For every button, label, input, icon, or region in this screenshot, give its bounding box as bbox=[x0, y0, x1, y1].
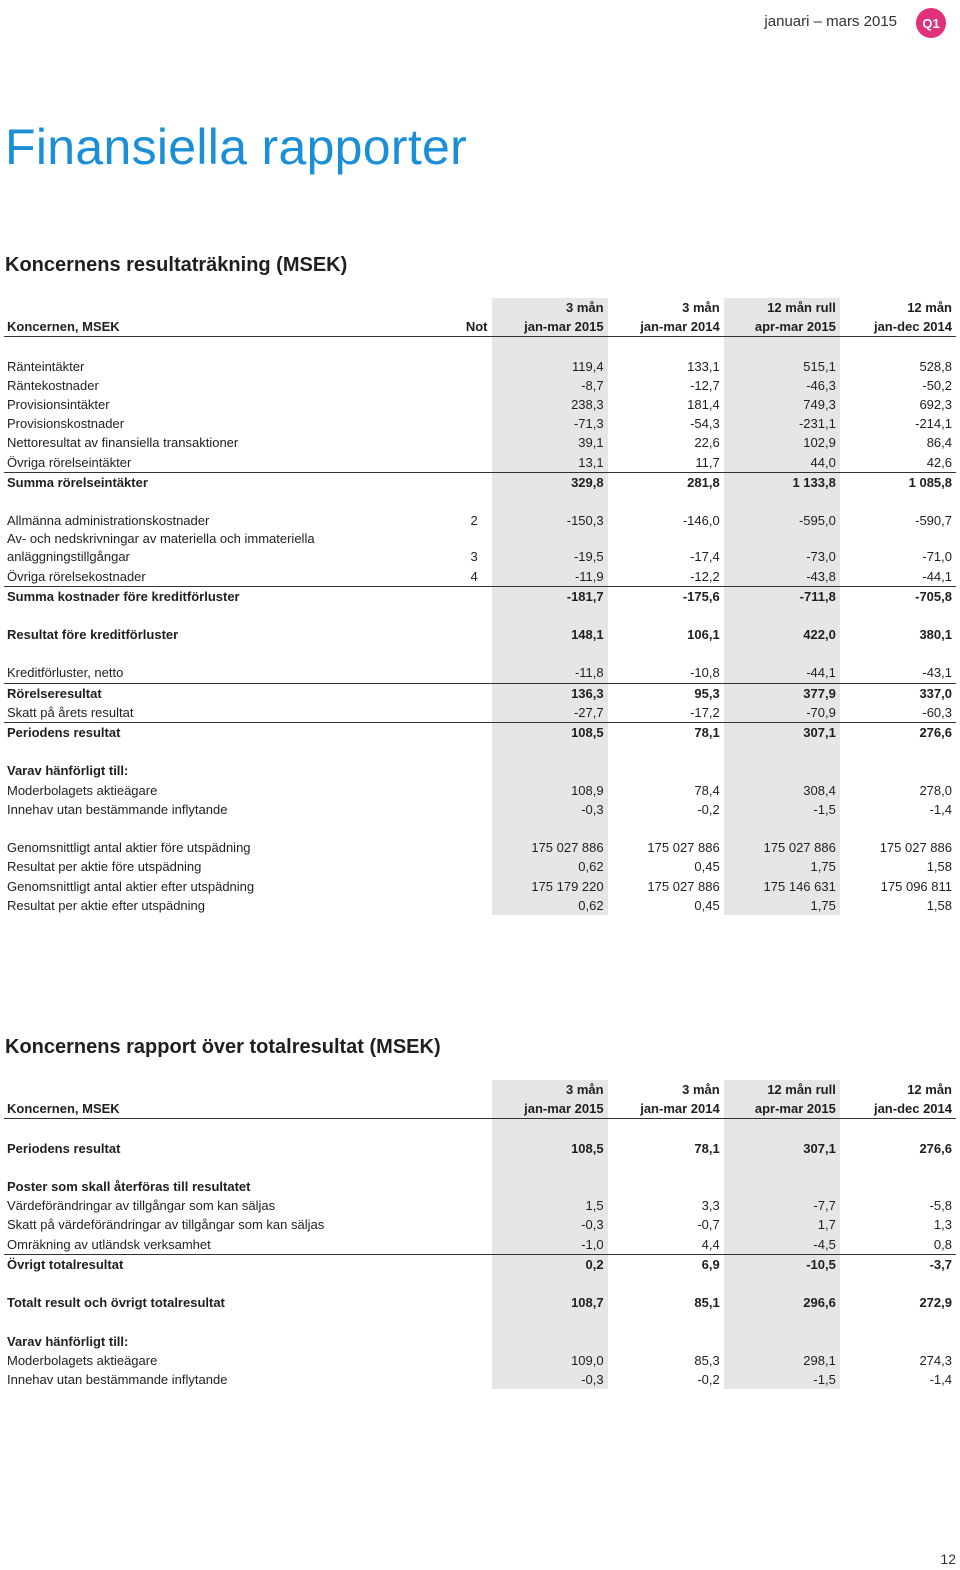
row-label: Räntekostnader bbox=[7, 377, 99, 393]
value-cell: 136,3 bbox=[492, 683, 608, 703]
table-row bbox=[4, 703, 956, 723]
value-cell: 377,9 bbox=[724, 683, 840, 703]
value-cell bbox=[608, 530, 724, 547]
value-cell: 11,7 bbox=[695, 454, 720, 470]
value-cell bbox=[724, 1331, 840, 1350]
value-cell: -0,3 bbox=[492, 1215, 608, 1234]
value-cell: 749,3 bbox=[724, 395, 840, 414]
row-label: Omräkning av utländsk verksamhet bbox=[7, 1236, 211, 1252]
value-cell: -3,7 bbox=[840, 1254, 956, 1274]
income-statement-table bbox=[4, 298, 956, 915]
value-cell: -1,4 bbox=[929, 801, 952, 817]
row-label: Övriga rörelsekostnader bbox=[7, 568, 146, 584]
row-label: Övriga rörelseintäkter bbox=[7, 454, 132, 470]
value-cell bbox=[492, 1177, 608, 1196]
value-cell bbox=[608, 1331, 724, 1350]
value-cell: 13,1 bbox=[492, 453, 608, 473]
note-cell bbox=[444, 722, 491, 742]
value-cell: -44,1 bbox=[922, 568, 952, 584]
value-cell: -150,3 bbox=[492, 511, 608, 530]
value-cell bbox=[840, 761, 956, 780]
note-cell bbox=[444, 800, 491, 819]
row-label: Genomsnittligt antal aktier efter utspädning bbox=[7, 878, 255, 894]
value-cell: 39,1 bbox=[492, 433, 608, 452]
value-cell: 1 085,8 bbox=[840, 472, 956, 492]
header-cell: 12 mån bbox=[907, 1082, 952, 1098]
value-cell: 274,3 bbox=[919, 1352, 952, 1368]
row-label: Innehav utan bestämmande inflytande bbox=[7, 1371, 228, 1387]
value-cell: 108,9 bbox=[492, 781, 608, 800]
value-cell: 278,0 bbox=[919, 782, 952, 798]
table-row bbox=[4, 414, 956, 433]
value-cell: 78,1 bbox=[694, 1140, 720, 1156]
value-cell: 95,3 bbox=[608, 683, 724, 703]
value-cell: -7,7 bbox=[724, 1196, 840, 1215]
summary-row bbox=[4, 625, 956, 644]
value-cell bbox=[492, 530, 608, 547]
header-cell: 3 mån bbox=[492, 1080, 608, 1099]
value-cell: -175,6 bbox=[608, 586, 724, 606]
value-cell: 0,8 bbox=[933, 1236, 952, 1252]
value-cell: -146,0 bbox=[682, 513, 720, 529]
value-cell: -43,8 bbox=[724, 566, 840, 586]
header-cell: 3 mån bbox=[492, 298, 608, 317]
value-cell: -17,4 bbox=[690, 549, 720, 565]
row-label: Ränteintäkter bbox=[7, 358, 85, 374]
note-cell bbox=[444, 472, 491, 492]
note-cell: 2 bbox=[470, 513, 478, 529]
value-cell: 175 096 811 bbox=[880, 878, 952, 894]
value-cell: 148,1 bbox=[492, 625, 608, 644]
header-cell: jan-mar 2015 bbox=[492, 317, 608, 337]
value-cell: 44,0 bbox=[724, 453, 840, 473]
row-label: Totalt result och övrigt totalresultat bbox=[7, 1295, 225, 1311]
row-label: Kreditförluster, netto bbox=[7, 665, 124, 681]
row-label: Övrigt totalresultat bbox=[4, 1254, 492, 1274]
table-row bbox=[4, 530, 956, 547]
comprehensive-income-table bbox=[4, 1080, 956, 1389]
row-label: Resultat per aktie efter utspädning bbox=[7, 897, 206, 913]
header-cell: apr-mar 2015 bbox=[724, 1099, 840, 1119]
row-label: Genomsnittligt antal aktier före utspädning bbox=[7, 840, 251, 856]
header-cell: jan-mar 2014 bbox=[608, 317, 724, 337]
row-label: Varav hänförligt till: bbox=[7, 763, 129, 779]
table-row bbox=[4, 896, 956, 915]
table-row bbox=[4, 395, 956, 414]
value-cell: -50,2 bbox=[922, 377, 952, 393]
header-cell: jan-dec 2014 bbox=[840, 1099, 956, 1119]
note-cell bbox=[444, 838, 491, 857]
value-cell: -73,0 bbox=[724, 547, 840, 566]
table-row bbox=[4, 876, 956, 895]
row-label: Summa rörelseintäkter bbox=[4, 472, 444, 492]
value-cell: 78,4 bbox=[694, 782, 720, 798]
table-row bbox=[4, 838, 956, 857]
value-cell: 380,1 bbox=[919, 627, 952, 643]
note-cell bbox=[444, 683, 491, 703]
value-cell: 528,8 bbox=[919, 358, 952, 374]
table-row bbox=[4, 357, 956, 376]
value-cell: 108,5 bbox=[492, 1139, 608, 1158]
table-row bbox=[4, 566, 956, 586]
table-header-row bbox=[4, 1080, 956, 1099]
row-label: Periodens resultat bbox=[7, 1140, 121, 1156]
value-cell: -43,1 bbox=[922, 665, 952, 681]
table-row bbox=[4, 511, 956, 530]
header-cell: Koncernen, MSEK bbox=[4, 317, 444, 337]
value-cell: 0,45 bbox=[694, 859, 720, 875]
value-cell: 1 133,8 bbox=[724, 472, 840, 492]
value-cell: 108,7 bbox=[492, 1293, 608, 1312]
value-cell: 6,9 bbox=[608, 1254, 724, 1274]
value-cell: 1,58 bbox=[926, 859, 952, 875]
note-cell bbox=[444, 414, 491, 433]
value-cell: 175 027 886 bbox=[879, 840, 952, 856]
value-cell bbox=[608, 761, 724, 780]
table-row bbox=[4, 857, 956, 876]
value-cell bbox=[724, 530, 840, 547]
note-cell bbox=[444, 781, 491, 800]
value-cell: 515,1 bbox=[724, 357, 840, 376]
value-cell: 102,9 bbox=[724, 433, 840, 452]
value-cell: -214,1 bbox=[915, 416, 952, 432]
value-cell bbox=[724, 761, 840, 780]
note-cell bbox=[444, 663, 491, 683]
value-cell: 78,1 bbox=[608, 722, 724, 742]
note-cell bbox=[444, 703, 491, 723]
value-cell: -181,7 bbox=[492, 586, 608, 606]
row-label: Summa kostnader före kreditförluster bbox=[4, 586, 444, 606]
value-cell: 109,0 bbox=[492, 1351, 608, 1370]
value-cell: 175 027 886 bbox=[647, 840, 720, 856]
value-cell: -0,2 bbox=[697, 801, 720, 817]
value-cell bbox=[608, 1177, 724, 1196]
value-cell: 692,3 bbox=[919, 397, 952, 413]
value-cell: -19,5 bbox=[492, 547, 608, 566]
row-label: Periodens resultat bbox=[4, 722, 444, 742]
value-cell: -71,0 bbox=[922, 549, 952, 565]
value-cell: 42,6 bbox=[926, 454, 952, 470]
value-cell: 175 146 631 bbox=[724, 876, 840, 895]
value-cell bbox=[840, 1331, 956, 1350]
summary-row bbox=[4, 1293, 956, 1312]
row-label: Moderbolagets aktieägare bbox=[7, 1352, 158, 1368]
value-cell bbox=[724, 1177, 840, 1196]
value-cell: 1,75 bbox=[724, 896, 840, 915]
row-label: Allmänna administrationskostnader bbox=[7, 513, 210, 529]
note-cell bbox=[444, 876, 491, 895]
value-cell: 119,4 bbox=[492, 357, 608, 376]
note-cell bbox=[444, 433, 491, 452]
value-cell: 133,1 bbox=[687, 358, 720, 374]
note-cell bbox=[444, 857, 491, 876]
value-cell: 307,1 bbox=[724, 1139, 840, 1158]
value-cell: -0,3 bbox=[492, 1370, 608, 1389]
value-cell: 22,6 bbox=[694, 435, 720, 451]
table-row bbox=[4, 800, 956, 819]
row-label: anläggningstillgångar bbox=[7, 549, 130, 565]
subheading-row bbox=[4, 1331, 956, 1350]
table-header-row bbox=[4, 317, 956, 337]
subheading-row bbox=[4, 761, 956, 780]
row-label: Skatt på årets resultat bbox=[7, 704, 134, 720]
value-cell: -12,2 bbox=[690, 568, 720, 584]
value-cell: 175 027 886 bbox=[724, 838, 840, 857]
value-cell: 0,62 bbox=[492, 857, 608, 876]
page-title: Finansiella rapporter bbox=[5, 119, 468, 175]
header-cell: apr-mar 2015 bbox=[724, 317, 840, 337]
note-cell bbox=[444, 761, 491, 780]
value-cell: 175 179 220 bbox=[492, 876, 608, 895]
value-cell: -1,0 bbox=[492, 1235, 608, 1255]
value-cell: 85,1 bbox=[694, 1295, 720, 1311]
quarter-badge: Q1 bbox=[916, 8, 946, 38]
value-cell: -1,5 bbox=[724, 1370, 840, 1389]
value-cell bbox=[840, 530, 956, 547]
header-cell bbox=[4, 298, 444, 317]
value-cell: -595,0 bbox=[724, 511, 840, 530]
summary-row bbox=[4, 1254, 956, 1274]
row-label: Poster som skall återföras till resultatet bbox=[7, 1179, 251, 1195]
value-cell: -8,7 bbox=[492, 376, 608, 395]
value-cell: 337,0 bbox=[840, 683, 956, 703]
value-cell: 308,4 bbox=[724, 781, 840, 800]
header-cell: 12 mån rull bbox=[724, 298, 840, 317]
value-cell: -44,1 bbox=[724, 663, 840, 683]
value-cell: -0,2 bbox=[697, 1371, 720, 1387]
value-cell: 296,6 bbox=[724, 1293, 840, 1312]
value-cell: 1,7 bbox=[724, 1215, 840, 1234]
note-cell: 3 bbox=[470, 549, 478, 565]
value-cell: 0,62 bbox=[492, 896, 608, 915]
summary-row bbox=[4, 722, 956, 742]
value-cell: 1,5 bbox=[492, 1196, 608, 1215]
header-cell: 12 mån rull bbox=[724, 1080, 840, 1099]
summary-row bbox=[4, 683, 956, 703]
value-cell: -711,8 bbox=[724, 586, 840, 606]
value-cell: -46,3 bbox=[724, 376, 840, 395]
value-cell: 298,1 bbox=[724, 1351, 840, 1370]
value-cell: -10,8 bbox=[690, 665, 720, 681]
row-label: Nettoresultat av finansiella transaktioner bbox=[7, 435, 239, 451]
value-cell: 0,45 bbox=[694, 897, 720, 913]
value-cell: -60,3 bbox=[922, 704, 952, 720]
row-label: Resultat per aktie före utspädning bbox=[7, 859, 202, 875]
value-cell: -0,3 bbox=[492, 800, 608, 819]
value-cell: -4,5 bbox=[724, 1235, 840, 1255]
value-cell: 1,3 bbox=[933, 1217, 952, 1233]
header-cell: jan-dec 2014 bbox=[840, 317, 956, 337]
value-cell: 181,4 bbox=[687, 397, 720, 413]
value-cell: -11,9 bbox=[492, 566, 608, 586]
header-cell: Not bbox=[444, 317, 491, 337]
table-row bbox=[4, 1370, 956, 1389]
value-cell: 86,4 bbox=[926, 435, 952, 451]
note-cell: 4 bbox=[470, 568, 478, 584]
value-cell: 422,0 bbox=[724, 625, 840, 644]
subheading-row bbox=[4, 1177, 956, 1196]
table-row bbox=[4, 663, 956, 683]
header-cell bbox=[444, 298, 491, 317]
table-row bbox=[4, 1351, 956, 1370]
table-row bbox=[4, 433, 956, 452]
value-cell: 1,58 bbox=[926, 897, 952, 913]
note-cell bbox=[444, 896, 491, 915]
header-cell: jan-mar 2015 bbox=[492, 1099, 608, 1119]
table-row bbox=[4, 547, 956, 566]
value-cell: 281,8 bbox=[608, 472, 724, 492]
value-cell: -54,3 bbox=[690, 416, 720, 432]
table-row bbox=[4, 781, 956, 800]
value-cell: 307,1 bbox=[724, 722, 840, 742]
row-label: Moderbolagets aktieägare bbox=[7, 782, 158, 798]
table-row bbox=[4, 376, 956, 395]
value-cell bbox=[840, 1177, 956, 1196]
header-cell: Koncernen, MSEK bbox=[4, 1099, 492, 1119]
value-cell: 3,3 bbox=[701, 1198, 720, 1214]
value-cell: 175 027 886 bbox=[647, 878, 720, 894]
value-cell: -27,7 bbox=[492, 703, 608, 723]
table-row bbox=[4, 1235, 956, 1255]
value-cell: 276,6 bbox=[840, 722, 956, 742]
value-cell: 238,3 bbox=[492, 395, 608, 414]
table-header-row bbox=[4, 1099, 956, 1119]
row-label: Värdeförändringar av tillgångar som kan säljas bbox=[7, 1198, 276, 1214]
value-cell: 1,75 bbox=[724, 857, 840, 876]
value-cell: -590,7 bbox=[915, 513, 952, 529]
value-cell: 85,3 bbox=[694, 1352, 720, 1368]
note-cell bbox=[444, 586, 491, 606]
value-cell: -70,9 bbox=[724, 703, 840, 723]
value-cell: 175 027 886 bbox=[492, 838, 608, 857]
note-cell bbox=[444, 625, 491, 644]
row-label: Resultat före kreditförluster bbox=[7, 627, 179, 643]
note-cell bbox=[444, 530, 491, 547]
header-cell: 12 mån bbox=[907, 300, 952, 316]
value-cell: 329,8 bbox=[492, 472, 608, 492]
row-label: Skatt på värdeförändringar av tillgångar som kan säljas bbox=[7, 1217, 325, 1233]
value-cell: -1,5 bbox=[724, 800, 840, 819]
income-statement-title: Koncernens resultaträkning (MSEK) bbox=[5, 254, 348, 276]
note-cell bbox=[444, 357, 491, 376]
header-cell bbox=[4, 1080, 492, 1099]
value-cell: -5,8 bbox=[929, 1198, 952, 1214]
page-number: 12 bbox=[940, 1551, 956, 1567]
value-cell: -12,7 bbox=[690, 377, 720, 393]
header-cell: 3 mån bbox=[682, 300, 720, 316]
note-cell bbox=[444, 453, 491, 473]
header-cell: jan-mar 2014 bbox=[608, 1099, 724, 1119]
value-cell: 108,5 bbox=[492, 722, 608, 742]
note-cell bbox=[444, 395, 491, 414]
value-cell: -11,8 bbox=[492, 663, 608, 683]
table-row bbox=[4, 453, 956, 473]
row-label: Av- och nedskrivningar av materiella och immateriella bbox=[7, 531, 315, 547]
table-row bbox=[4, 1215, 956, 1234]
value-cell: 0,2 bbox=[492, 1254, 608, 1274]
value-cell: 106,1 bbox=[687, 627, 720, 643]
row-label: Provisionskostnader bbox=[7, 416, 125, 432]
value-cell: 4,4 bbox=[701, 1236, 720, 1252]
value-cell: -0,7 bbox=[697, 1217, 720, 1233]
value-cell: -71,3 bbox=[492, 414, 608, 433]
value-cell bbox=[492, 1331, 608, 1350]
table-row bbox=[4, 1196, 956, 1215]
value-cell bbox=[492, 761, 608, 780]
comprehensive-income-title: Koncernens rapport över totalresultat (MSEK) bbox=[5, 1036, 441, 1058]
header-cell: 3 mån bbox=[682, 1082, 720, 1098]
value-cell: 276,6 bbox=[919, 1140, 952, 1156]
report-period: januari – mars 2015 bbox=[764, 13, 897, 30]
row-label: Innehav utan bestämmande inflytande bbox=[7, 801, 228, 817]
row-label: Varav hänförligt till: bbox=[7, 1333, 129, 1349]
value-cell: -1,4 bbox=[929, 1371, 952, 1387]
value-cell: -17,2 bbox=[690, 704, 720, 720]
note-cell bbox=[444, 376, 491, 395]
value-cell: -705,8 bbox=[840, 586, 956, 606]
row-label: Rörelseresultat bbox=[4, 683, 444, 703]
summary-row bbox=[4, 472, 956, 492]
value-cell: -10,5 bbox=[724, 1254, 840, 1274]
value-cell: -231,1 bbox=[724, 414, 840, 433]
summary-row bbox=[4, 586, 956, 606]
row-label: Provisionsintäkter bbox=[7, 397, 110, 413]
value-cell: 272,9 bbox=[919, 1295, 952, 1311]
summary-row bbox=[4, 1139, 956, 1158]
table-header-row bbox=[4, 298, 956, 317]
